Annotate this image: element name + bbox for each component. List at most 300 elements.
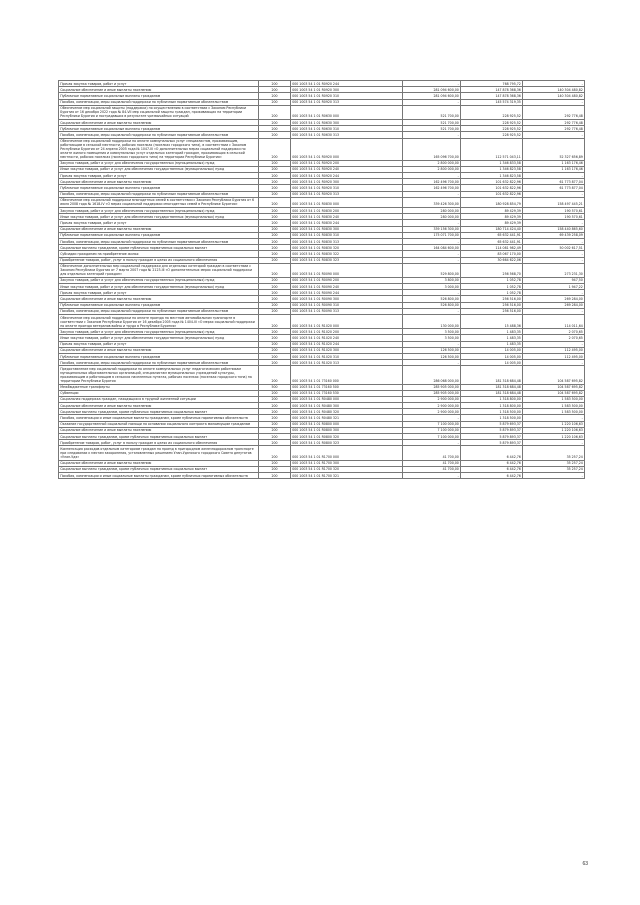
row-unexecuted-cell: 190 570,61 [523, 214, 585, 220]
row-executed-cell: 5 879 893,37 [461, 440, 523, 446]
row-executed-cell: 101 632 822,96 [461, 191, 523, 197]
row-name-cell: Оказание государственной социальной помощи на основании социального контракта малоимущим гражданам [59, 421, 259, 427]
row-unexecuted-cell: 1 163 176,46 [523, 160, 585, 166]
row-approved-cell: 526 800,00 [403, 296, 461, 302]
row-approved-cell: 521 700,00 [403, 105, 461, 119]
row-executed-cell: 768 795,72 [461, 81, 523, 87]
row-unexecuted-cell: 35 257,24 [523, 466, 585, 472]
row-classification-code-cell: 000 1003 54 1 01 R0830 320 [291, 245, 403, 251]
row-name-cell: Социальное обеспечение и иные выплаты населению [59, 179, 259, 185]
row-classification-code-cell: 000 1003 54 1 01 R0800 000 [291, 421, 403, 427]
row-line-code-cell: 200 [259, 197, 291, 207]
row-name-cell: Обеспечение мер социальной поддержки многодетных семей в соответствии с Законом Республики Бурятия от 6 июля 2008 года № 1618-IV «О мерах социальной поддержки многодетных семей в Республике Бурятия» [59, 197, 259, 207]
table-row [59, 105, 585, 119]
row-classification-code-cell: 000 1003 54 1 01 R1020 244 [291, 341, 403, 347]
row-line-code-cell: 200 [259, 173, 291, 179]
row-name-cell: Публичные нормативные социальные выплаты гражданам [59, 353, 259, 359]
row-unexecuted-cell: 104 587 695,82 [523, 390, 585, 396]
row-line-code-cell: 200 [259, 415, 291, 421]
row-line-code-cell: 200 [259, 396, 291, 402]
row-classification-code-cell: 000 1003 54 1 01 R0830 310 [291, 232, 403, 238]
row-unexecuted-cell: - [523, 220, 585, 226]
row-unexecuted-cell: - [523, 308, 585, 314]
row-classification-code-cell: 000 1003 54 1 01 R1700 320 [291, 466, 403, 472]
row-classification-code-cell: 000 1003 54 1 01 R0920 300 [291, 87, 403, 93]
table-row [59, 197, 585, 207]
row-line-code-cell: 200 [259, 366, 291, 384]
row-classification-code-cell: 000 1003 54 1 01 R0920 000 [291, 138, 403, 160]
row-executed-cell: 1 318 500,00 [461, 415, 523, 421]
row-approved-cell: - [403, 360, 461, 366]
row-classification-code-cell: 000 1003 54 1 01 R0920 313 [291, 191, 403, 197]
row-name-cell: Закупка товаров, работ и услуг для обеспечения государственных (муниципальных) нужд [59, 277, 259, 283]
page-number: 63 [582, 861, 588, 867]
row-approved-cell: 285 905 000,00 [403, 384, 461, 390]
row-executed-cell: 101 632 822,96 [461, 185, 523, 191]
row-line-code-cell: 200 [259, 179, 291, 185]
row-executed-cell: 101 632 822,96 [461, 179, 523, 185]
row-approved-cell: - [403, 308, 461, 314]
row-executed-cell: 181 318 684,48 [461, 390, 523, 396]
row-line-code-cell: 200 [259, 409, 291, 415]
row-name-cell: Публичные нормативные социальные выплаты гражданам [59, 126, 259, 132]
row-classification-code-cell: 000 1003 54 1 01 R0920 200 [291, 160, 403, 166]
row-line-code-cell: 200 [259, 460, 291, 466]
row-classification-code-cell: 000 1003 54 1 01 R0920 244 [291, 81, 403, 87]
row-classification-code-cell: 000 1003 54 1 01 R0090 313 [291, 308, 403, 314]
row-approved-cell: - [403, 238, 461, 244]
row-approved-cell: 2 800 000,00 [403, 166, 461, 172]
row-executed-cell: 83 067 170,00 [461, 251, 523, 257]
row-classification-code-cell: 000 1003 54 1 01 R0830 240 [291, 214, 403, 220]
row-name-cell: Публичные нормативные социальные выплаты гражданам [59, 93, 259, 99]
row-line-code-cell: 200 [259, 335, 291, 341]
row-unexecuted-cell: 292 776,48 [523, 105, 585, 119]
row-approved-cell: 286 068 000,00 [403, 366, 461, 384]
row-line-code-cell: 200 [259, 214, 291, 220]
row-unexecuted-cell: - [523, 251, 585, 257]
table-row [59, 472, 585, 478]
row-unexecuted-cell: 292 776,48 [523, 126, 585, 132]
row-executed-cell: 5 879 893,37 [461, 434, 523, 440]
row-executed-cell: 89 429,39 [461, 208, 523, 214]
row-executed-cell: 112 571 043,11 [461, 138, 523, 160]
row-classification-code-cell: 000 1003 54 1 01 R0800 320 [291, 434, 403, 440]
row-name-cell: Иные закупки товаров, работ и услуг для обеспечения государственных (муниципальных) нужд [59, 284, 259, 290]
row-approved-cell: - [403, 341, 461, 347]
row-line-code-cell: 200 [259, 308, 291, 314]
row-line-code-cell: 200 [259, 257, 291, 263]
row-name-cell: Обеспечение мер социальной поддержки по оплате проезда на местном автомобильном транспорте в соответствии с Законом Республики Бурятия от 16 декабря 2005 года № 1404-III «О мерах социальной поддержки по оплате проезда ветеранов войны и труда в Республике Бурятия» [59, 315, 259, 329]
row-name-cell: Пособия, компенсации, меры социальной поддержки по публичным нормативным обязательствам [59, 99, 259, 105]
row-classification-code-cell: 000 1003 54 1 01 73160 000 [291, 366, 403, 384]
row-line-code-cell: 200 [259, 93, 291, 99]
row-approved-cell: 162 496 700,00 [403, 185, 461, 191]
row-executed-cell: 5 879 893,37 [461, 427, 523, 433]
row-name-cell: Прочая закупка товаров, работ и услуг [59, 220, 259, 226]
row-line-code-cell: 200 [259, 126, 291, 132]
row-classification-code-cell: 000 1003 54 1 01 R0800 323 [291, 440, 403, 446]
row-executed-cell: 1 483,35 [461, 341, 523, 347]
row-approved-cell: 3 800,00 [403, 277, 461, 283]
row-classification-code-cell: 000 1003 54 1 01 R1020 000 [291, 315, 403, 329]
row-executed-cell: 228 925,52 [461, 132, 523, 138]
row-classification-code-cell: 000 1003 54 1 01 R0090 240 [291, 284, 403, 290]
row-name-cell: Социальное обеспечение и иные выплаты населению [59, 403, 259, 409]
row-classification-code-cell: 000 1003 54 1 01 R0090 300 [291, 296, 403, 302]
row-line-code-cell: 200 [259, 119, 291, 125]
row-approved-cell: 7 100 000,00 [403, 427, 461, 433]
row-classification-code-cell: 000 1003 54 1 01 73160 530 [291, 390, 403, 396]
row-approved-cell: 2 900 000,00 [403, 409, 461, 415]
row-approved-cell: 7 100 000,00 [403, 421, 461, 427]
row-unexecuted-cell: 947,50 [523, 277, 585, 283]
row-name-cell: Закупка товаров, работ и услуг для обеспечения государственных (муниципальных) нужд [59, 208, 259, 214]
row-executed-cell: 65 632 441,91 [461, 232, 523, 238]
row-line-code-cell: 200 [259, 81, 291, 87]
row-classification-code-cell: 000 1003 54 1 01 R0830 322 [291, 251, 403, 257]
row-line-code-cell: 200 [259, 166, 291, 172]
row-classification-code-cell: 000 1003 54 1 01 R0830 000 [291, 197, 403, 207]
row-classification-code-cell: 000 1003 54 1 01 R1020 310 [291, 353, 403, 359]
row-line-code-cell: 200 [259, 466, 291, 472]
row-name-cell: Социальное обеспечение и иные выплаты населению [59, 119, 259, 125]
row-approved-cell: 7 100 000,00 [403, 434, 461, 440]
row-line-code-cell: 200 [259, 360, 291, 366]
row-classification-code-cell: 000 1003 54 1 01 R0630 300 [291, 119, 403, 125]
row-unexecuted-cell: 190 570,61 [523, 208, 585, 214]
row-executed-cell: 6 442,76 [461, 466, 523, 472]
row-approved-cell: 339 156 300,00 [403, 226, 461, 232]
row-unexecuted-cell: 1 220 106,63 [523, 427, 585, 433]
row-name-cell: Социальное обеспечение и иные выплаты населению [59, 427, 259, 433]
row-executed-cell: 1 346 833,58 [461, 160, 523, 166]
row-executed-cell: 256 516,00 [461, 308, 523, 314]
row-executed-cell: 65 632 441,91 [461, 238, 523, 244]
row-approved-cell: 521 700,00 [403, 119, 461, 125]
row-executed-cell: 1 052,78 [461, 290, 523, 296]
row-name-cell: Обеспечение мер социальной поддержки по оплате коммунальных услуг специалистам, проживающим, работающим в сельской местности, рабочих поселках (поселках городского типа), в соответствии с Законом Республики Бурятия от 24 апреля 2005 года № 1047-III «О дополнительных мерах социальной поддержки по оплате жилого помещения и коммунальных услуг отдельных категорий граждан, проживающих в сельской местности, рабочих поселках (поселках городского типа) на территории Республики Бурятия» [59, 138, 259, 160]
row-name-cell: Субвенции [59, 390, 259, 396]
row-line-code-cell: 200 [259, 238, 291, 244]
row-executed-cell: 228 925,52 [461, 119, 523, 125]
row-approved-cell: - [403, 99, 461, 105]
row-name-cell: Приобретение товаров, работ, услуг в пользу граждан в целях их социального обеспечения [59, 257, 259, 263]
row-line-code-cell: 200 [259, 446, 291, 460]
row-approved-cell: 130 000,00 [403, 315, 461, 329]
row-unexecuted-cell: - [523, 81, 585, 87]
row-executed-cell: 1 052,78 [461, 277, 523, 283]
row-line-code-cell: 200 [259, 208, 291, 214]
row-unexecuted-cell: 1 220 106,63 [523, 434, 585, 440]
row-line-code-cell: 200 [259, 315, 291, 329]
row-name-cell: Социальные выплаты гражданам, кроме публичных нормативных социальных выплат [59, 245, 259, 251]
row-classification-code-cell: 000 1003 54 1 01 R0090 244 [291, 290, 403, 296]
row-name-cell: Межбюджетные трансферты [59, 384, 259, 390]
row-unexecuted-cell: - [523, 415, 585, 421]
row-approved-cell: 164 084 600,00 [403, 245, 461, 251]
table-row [59, 315, 585, 329]
row-classification-code-cell: 000 1003 54 1 01 R0090 310 [291, 302, 403, 308]
row-name-cell: Субсидии гражданам на приобретение жилья [59, 251, 259, 257]
row-approved-cell: - [403, 257, 461, 263]
row-classification-code-cell: 000 1003 54 1 01 R0920 240 [291, 166, 403, 172]
row-unexecuted-cell: - [523, 472, 585, 478]
row-executed-cell: 1 318 500,00 [461, 409, 523, 415]
row-name-cell: Социальное обеспечение и иные выплаты населению [59, 87, 259, 93]
row-classification-code-cell: 000 1003 54 1 01 R0920 313 [291, 99, 403, 105]
row-approved-cell: 3 500,00 [403, 329, 461, 335]
row-line-code-cell: 200 [259, 440, 291, 446]
row-classification-code-cell: 000 1003 54 1 01 R0480 321 [291, 415, 403, 421]
row-classification-code-cell: 000 1003 54 1 01 R0920 300 [291, 179, 403, 185]
row-name-cell: Закупка товаров, работ и услуг для обеспечения государственных (муниципальных) нужд [59, 329, 259, 335]
row-unexecuted-cell: 114 011,64 [523, 315, 585, 329]
row-approved-cell: 126 500,00 [403, 353, 461, 359]
row-executed-cell: 5 879 693,37 [461, 421, 523, 427]
row-unexecuted-cell: 140 304 480,82 [523, 87, 585, 93]
row-approved-cell: 41 700,00 [403, 460, 461, 466]
row-classification-code-cell: 000 1003 54 1 01 R0480 000 [291, 396, 403, 402]
row-classification-code-cell: 000 1003 54 1 01 R1020 240 [291, 335, 403, 341]
row-classification-code-cell: 000 1003 54 1 01 R0480 300 [291, 403, 403, 409]
row-unexecuted-cell: - [523, 238, 585, 244]
row-approved-cell: 281 094 600,00 [403, 93, 461, 99]
row-executed-cell: 1 318 800,00 [461, 403, 523, 409]
row-classification-code-cell: 000 1003 54 1 01 R0830 300 [291, 226, 403, 232]
table-row [59, 138, 585, 160]
row-name-cell: Прочая закупка товаров, работ и услуг [59, 173, 259, 179]
row-approved-cell: - [403, 440, 461, 446]
row-classification-code-cell: 000 1003 54 1 01 R0630 313 [291, 132, 403, 138]
row-executed-cell: 181 318 684,48 [461, 384, 523, 390]
row-unexecuted-cell: 1 583 500,00 [523, 403, 585, 409]
row-unexecuted-cell: 2 070,65 [523, 329, 585, 335]
row-executed-cell: 228 925,52 [461, 105, 523, 119]
row-line-code-cell: 200 [259, 427, 291, 433]
row-line-code-cell: 200 [259, 341, 291, 347]
row-executed-cell: 145 574 319,35 [461, 99, 523, 105]
row-unexecuted-cell: - [523, 257, 585, 263]
row-line-code-cell: 500 [259, 384, 291, 390]
row-unexecuted-cell: 1 947,22 [523, 284, 585, 290]
row-unexecuted-cell: - [523, 341, 585, 347]
row-approved-cell: - [403, 81, 461, 87]
row-name-cell: Публичные нормативные социальные выплаты гражданам [59, 232, 259, 238]
budget-table [58, 80, 585, 479]
row-executed-cell: 1 483,35 [461, 329, 523, 335]
row-unexecuted-cell: 158 440 865,60 [523, 226, 585, 232]
row-name-cell: Пособия, компенсации, меры социальной поддержки по публичным нормативным обязательствам [59, 308, 259, 314]
row-executed-cell: 147 878 368,36 [461, 93, 523, 99]
row-name-cell: Обеспечение дополнительных мер социальной поддержки для отдельных категорий граждан в соответствии с Законом Республики Бурятия от 7 марта 2007 года № 2123-III «О дополнительных мерах социальной поддержки для отдельных категорий граждан» [59, 263, 259, 277]
row-approved-cell: 281 094 600,00 [403, 87, 461, 93]
row-name-cell: Социальное обеспечение и иные выплаты населению [59, 460, 259, 466]
row-line-code-cell: 200 [259, 296, 291, 302]
row-line-code-cell: 200 [259, 290, 291, 296]
row-name-cell: Иные закупки товаров, работ и услуг для обеспечения государственных (муниципальных) нужд [59, 214, 259, 220]
row-executed-cell: 1 346 823,58 [461, 166, 523, 172]
row-classification-code-cell: 000 1003 54 1 01 R0920 310 [291, 93, 403, 99]
row-unexecuted-cell: 61 773 877,04 [523, 185, 585, 191]
row-line-code-cell: 200 [259, 87, 291, 93]
row-name-cell: Социальное обеспечение и иные выплаты населению [59, 296, 259, 302]
row-executed-cell: 180 928 854,79 [461, 197, 523, 207]
row-classification-code-cell: 000 1003 54 1 01 R0920 310 [291, 185, 403, 191]
row-unexecuted-cell: 1 583 500,00 [523, 396, 585, 402]
row-unexecuted-cell: 112 495,00 [523, 347, 585, 353]
row-executed-cell: 256 516,00 [461, 296, 523, 302]
table-row [59, 366, 585, 384]
row-unexecuted-cell: 112 495,00 [523, 353, 585, 359]
row-unexecuted-cell: 104 587 695,82 [523, 366, 585, 384]
row-executed-cell: 181 318 684,48 [461, 366, 523, 384]
row-name-cell: Публичные нормативные социальные выплаты гражданам [59, 302, 259, 308]
row-executed-cell: 89 429,39 [461, 214, 523, 220]
row-line-code-cell: 200 [259, 472, 291, 478]
row-executed-cell: 89 429,39 [461, 220, 523, 226]
row-name-cell: Прочая закупка товаров, работ и услуг [59, 290, 259, 296]
row-approved-cell: - [403, 251, 461, 257]
row-executed-cell: 6 442,76 [461, 460, 523, 466]
table-row [59, 263, 585, 277]
row-name-cell: Социальное обеспечение и иные выплаты населению [59, 226, 259, 232]
row-name-cell: Социальные выплаты гражданам, кроме публичных нормативных социальных выплат [59, 409, 259, 415]
row-approved-cell: - [403, 415, 461, 421]
row-classification-code-cell: 000 1003 54 1 01 R0800 300 [291, 427, 403, 433]
row-classification-code-cell: 000 1003 54 1 01 R0480 320 [291, 409, 403, 415]
row-classification-code-cell: 000 1003 54 1 01 R0830 200 [291, 208, 403, 214]
row-executed-cell: 1 052,78 [461, 284, 523, 290]
row-approved-cell: 175 071 700,00 [403, 232, 461, 238]
row-name-cell: Иные закупки товаров, работ и услуг для обеспечения государственных (муниципальных) нужд [59, 166, 259, 172]
row-classification-code-cell: 000 1003 54 1 01 R0830 323 [291, 257, 403, 263]
row-executed-cell: 30 664 622,06 [461, 257, 523, 263]
row-approved-cell: 285 905 000,00 [403, 390, 461, 396]
row-approved-cell: 41 700,00 [403, 466, 461, 472]
row-line-code-cell: 200 [259, 277, 291, 283]
row-unexecuted-cell: 35 257,24 [523, 460, 585, 466]
row-approved-cell: 529 800,00 [403, 263, 461, 277]
row-line-code-cell: 200 [259, 284, 291, 290]
row-approved-cell: 162 496 700,00 [403, 179, 461, 185]
row-classification-code-cell: 000 1003 54 1 01 R1020 300 [291, 347, 403, 353]
row-line-code-cell: 200 [259, 99, 291, 105]
row-unexecuted-cell: - [523, 132, 585, 138]
row-classification-code-cell: 000 1003 54 1 01 R1020 200 [291, 329, 403, 335]
row-line-code-cell: 200 [259, 421, 291, 427]
row-classification-code-cell: 000 1003 54 1 01 R1700 321 [291, 472, 403, 478]
row-line-code-cell: 200 [259, 302, 291, 308]
row-unexecuted-cell: - [523, 173, 585, 179]
row-unexecuted-cell: - [523, 360, 585, 366]
row-unexecuted-cell: 273 231,30 [523, 263, 585, 277]
row-name-cell: Социальные выплаты гражданам, кроме публичных нормативных социальных выплат [59, 466, 259, 472]
row-line-code-cell: 200 [259, 220, 291, 226]
row-name-cell: Пособия, компенсации и иные социальные выплаты гражданам, кроме публичных нормативных обязательств [59, 472, 259, 478]
row-unexecuted-cell: 69 439 258,09 [523, 232, 585, 238]
row-line-code-cell: 200 [259, 251, 291, 257]
row-approved-cell: 2 900 000,00 [403, 403, 461, 409]
row-name-cell: Обеспечение мер социальной защиты (поддержки) по осуществлению в соответствии с Законом Республики Бурятия от 16 декабря 2022 года № 84-VII мер социальной защиты граждан, проживающих на территории Республики Бурятия и пострадавших в результате чрезвычайных ситуаций [59, 105, 259, 119]
row-name-cell: Социальное обеспечение и иные выплаты населению [59, 347, 259, 353]
row-line-code-cell: 200 [259, 329, 291, 335]
row-approved-cell: 280 000,00 [403, 214, 461, 220]
row-approved-cell: - [403, 173, 461, 179]
row-line-code-cell: 200 [259, 403, 291, 409]
row-classification-code-cell: 000 1003 54 1 01 R1020 313 [291, 360, 403, 366]
row-approved-cell: 126 500,00 [403, 347, 461, 353]
row-line-code-cell: 200 [259, 185, 291, 191]
row-classification-code-cell: 000 1003 54 1 01 R1700 300 [291, 460, 403, 466]
row-approved-cell: - [403, 290, 461, 296]
row-name-cell: Закупка товаров, работ и услуг для обеспечения государственных (муниципальных) нужд [59, 160, 259, 166]
row-approved-cell: 3 000,00 [403, 284, 461, 290]
row-classification-code-cell: 000 1003 54 1 01 R0830 313 [291, 238, 403, 244]
row-unexecuted-cell: 1 163 176,46 [523, 166, 585, 172]
row-line-code-cell: 200 [259, 160, 291, 166]
row-line-code-cell: 200 [259, 191, 291, 197]
row-line-code-cell: 200 [259, 390, 291, 396]
row-executed-cell: 14 005,00 [461, 353, 523, 359]
row-line-code-cell: 200 [259, 105, 291, 119]
row-unexecuted-cell: - [523, 440, 585, 446]
row-name-cell: Социальные выплаты гражданам, кроме публичных нормативных социальных выплат [59, 434, 259, 440]
row-unexecuted-cell: 50 002 617,51 [523, 245, 585, 251]
row-unexecuted-cell: 52 327 656,89 [523, 138, 585, 160]
row-classification-code-cell: 000 1003 54 1 01 R0830 244 [291, 220, 403, 226]
row-unexecuted-cell: 61 773 877,04 [523, 179, 585, 185]
row-approved-cell: 521 700,00 [403, 126, 461, 132]
row-line-code-cell: 200 [259, 263, 291, 277]
row-unexecuted-cell: 269 284,00 [523, 296, 585, 302]
row-approved-cell: 2 800 000,00 [403, 160, 461, 166]
row-line-code-cell: 200 [259, 347, 291, 353]
row-approved-cell: - [403, 220, 461, 226]
row-name-cell: Пособия, компенсации и иные социальные выплаты гражданам, кроме публичных нормативных обязательств [59, 415, 259, 421]
row-approved-cell: 41 700,00 [403, 446, 461, 460]
row-executed-cell: 1 318 800,00 [461, 396, 523, 402]
row-classification-code-cell: 000 1003 54 1 01 R0630 310 [291, 126, 403, 132]
row-unexecuted-cell: - [523, 191, 585, 197]
row-classification-code-cell: 000 1003 54 1 01 R0920 244 [291, 173, 403, 179]
row-unexecuted-cell: 292 776,48 [523, 119, 585, 125]
row-executed-cell: 114 081 982,49 [461, 245, 523, 251]
row-line-code-cell: 200 [259, 132, 291, 138]
row-name-cell: Прочая закупка товаров, работ и услуг [59, 341, 259, 347]
row-approved-cell: - [403, 472, 461, 478]
row-executed-cell: 6 442,76 [461, 446, 523, 460]
row-name-cell: Социальная поддержка граждан, находящихся в трудной жизненной ситуации [59, 396, 259, 402]
row-line-code-cell: 200 [259, 434, 291, 440]
row-line-code-cell: 200 [259, 226, 291, 232]
row-approved-cell: 339 426 300,00 [403, 197, 461, 207]
row-name-cell: Пособия, компенсации, меры социальной поддержки по публичным нормативным обязательствам [59, 132, 259, 138]
row-name-cell: Прочая закупка товаров, работ и услуг [59, 81, 259, 87]
row-approved-cell: - [403, 132, 461, 138]
row-approved-cell: 526 800,00 [403, 302, 461, 308]
row-name-cell: Публичные нормативные социальные выплаты гражданам [59, 185, 259, 191]
row-approved-cell: 280 000,00 [403, 208, 461, 214]
row-approved-cell: 3 500,00 [403, 335, 461, 341]
budget-table-body [59, 81, 585, 479]
row-line-code-cell: 200 [259, 138, 291, 160]
row-executed-cell: 256 568,70 [461, 263, 523, 277]
row-classification-code-cell: 000 1003 54 1 01 R0090 200 [291, 277, 403, 283]
row-approved-cell: 165 096 700,00 [403, 138, 461, 160]
row-executed-cell: 228 925,52 [461, 126, 523, 132]
row-executed-cell: 1 346 823,58 [461, 173, 523, 179]
